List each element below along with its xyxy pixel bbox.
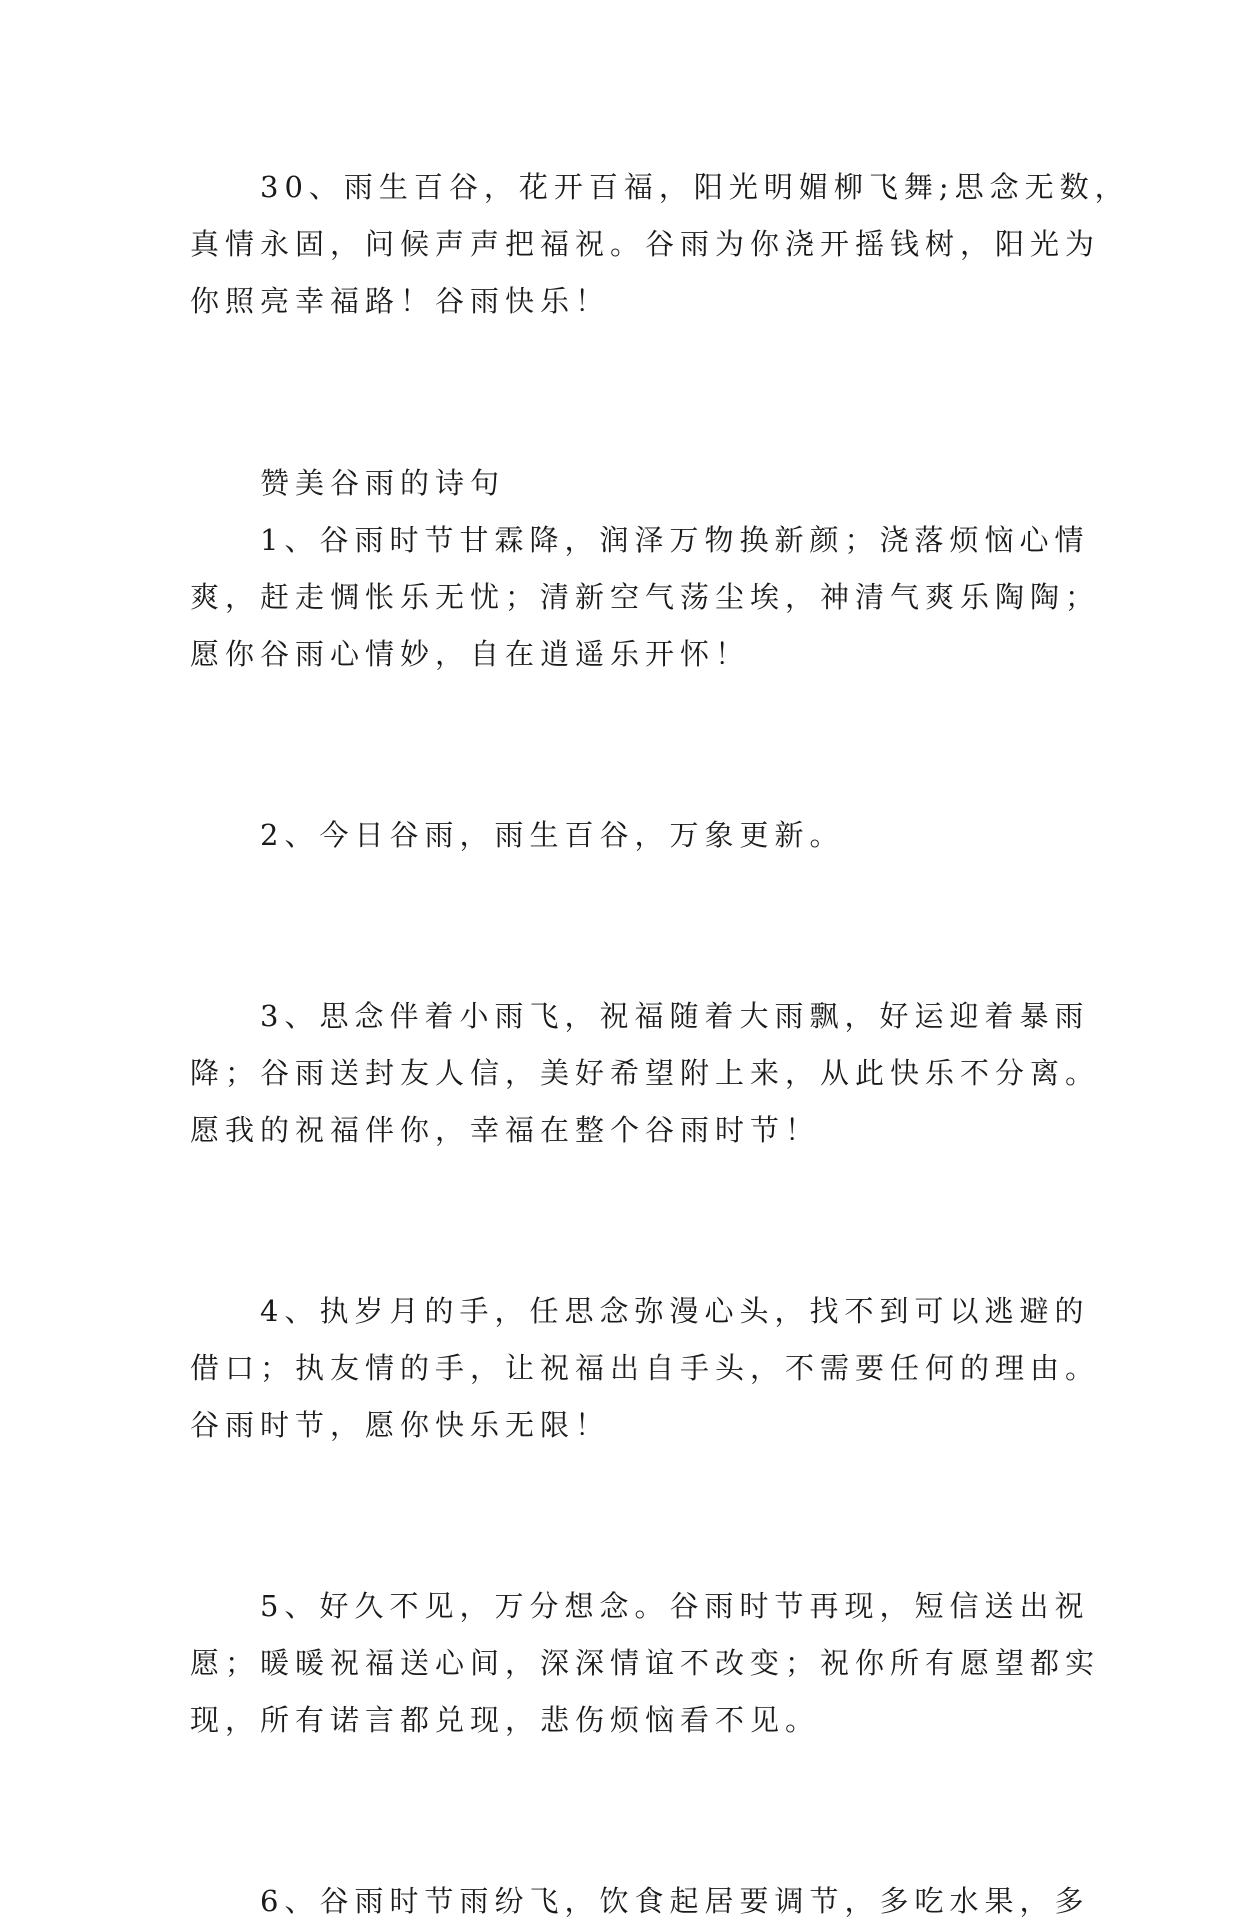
- paragraph-4-line-1: 4、执岁月的手，任思念弥漫心头，找不到可以逃避的: [190, 1294, 1090, 1328]
- paragraph-5-line-2: 愿；暖暖祝福送心间，深深情谊不改变；祝你所有愿望都实: [190, 1646, 1101, 1680]
- paragraph-3-line-3: 愿我的祝福伴你，幸福在整个谷雨时节！: [190, 1113, 821, 1147]
- paragraph-1-line-2: 爽，赶走惆怅乐无忧；清新空气荡尘埃，神清气爽乐陶陶；: [190, 580, 1101, 614]
- paragraph-6-line-1: 6、谷雨时节雨纷飞，饮食起居要调节，多吃水果，多: [190, 1884, 1090, 1918]
- document-body: [190, 159, 1130, 1930]
- paragraph-2-line-1: 2、今日谷雨，雨生百谷，万象更新。: [190, 818, 845, 852]
- paragraph-5-line-3: 现，所有诺言都兑现，悲伤烦恼看不见。: [190, 1703, 821, 1737]
- paragraph-30-line-2: 真情永固，问候声声把福祝。谷雨为你浇开摇钱树，阳光为: [190, 227, 1101, 261]
- paragraph-1-line-1: 1、谷雨时节甘霖降，润泽万物换新颜；浇落烦恼心情: [190, 523, 1090, 557]
- paragraph-30-line-1: 30、雨生百谷，花开百福，阳光明媚柳飞舞;思念无数，: [190, 170, 1130, 204]
- paragraph-4-line-3: 谷雨时节，愿你快乐无限！: [190, 1408, 611, 1442]
- section-heading: 赞美谷雨的诗句: [190, 466, 506, 500]
- paragraph-1-line-3: 愿你谷雨心情妙，自在逍遥乐开怀！: [190, 637, 751, 671]
- paragraph-3-line-2: 降；谷雨送封友人信，美好希望附上来，从此快乐不分离。: [190, 1056, 1101, 1090]
- paragraph-3-line-1: 3、思念伴着小雨飞，祝福随着大雨飘，好运迎着暴雨: [190, 999, 1090, 1033]
- paragraph-4-line-2: 借口；执友情的手，让祝福出自手头，不需要任何的理由。: [190, 1351, 1101, 1385]
- paragraph-5-line-1: 5、好久不见，万分想念。谷雨时节再现，短信送出祝: [190, 1589, 1090, 1623]
- paragraph-30-line-3: 你照亮幸福路！谷雨快乐！: [190, 284, 611, 318]
